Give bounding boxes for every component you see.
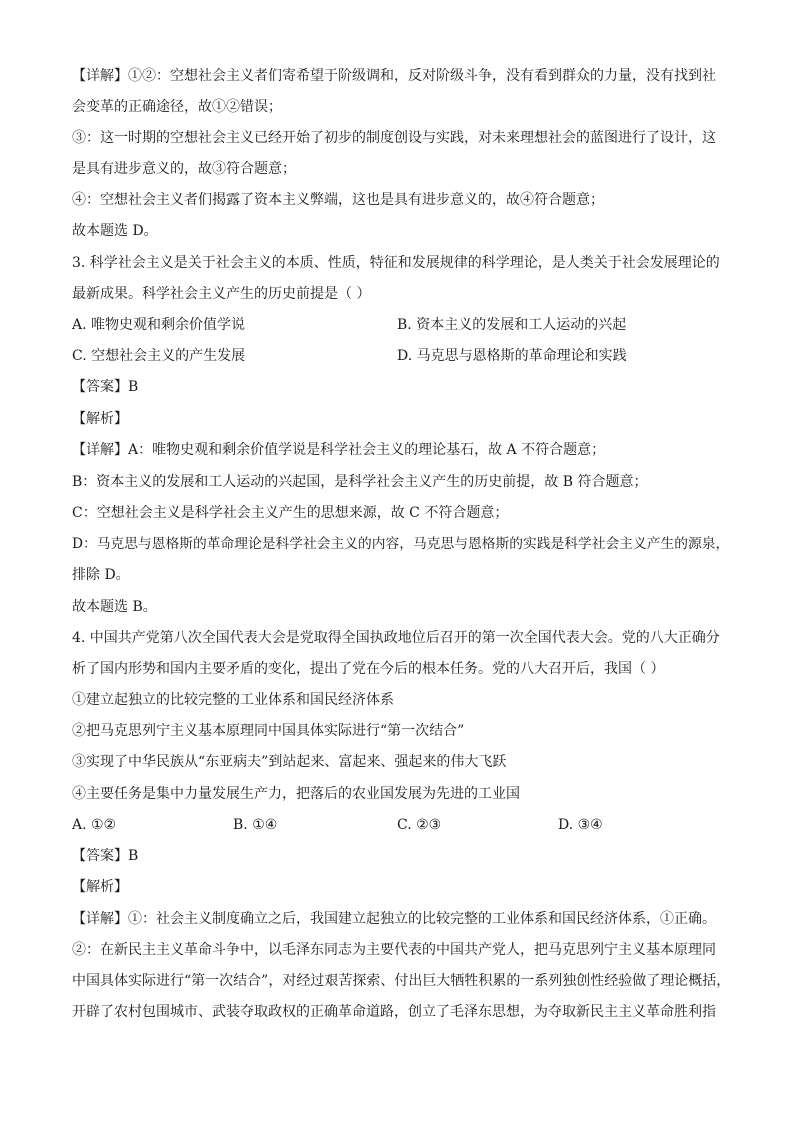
q4-item-1: ①建立起独立的比较完整的工业体系和国民经济体系 — [72, 692, 394, 708]
q3-stem-line-1: 3. 科学社会主义是关于社会主义的本质、性质，特征和发展规律的科学理论，是人类关于社会发展理论的 — [72, 255, 720, 271]
q3-option-a: A. 唯物史观和剩余价值学说 — [72, 317, 246, 333]
q3-option-d: D. 马克思与恩格斯的革命理论和实践 — [397, 348, 627, 364]
q4-detail-line-3: 中国具体实际进行“第一次结合”，对经过艰苦探索、付出巨大牺牲积累的一系列独创性经验做了理论概括， — [72, 973, 731, 989]
q4-answer: 【答案】B — [72, 848, 139, 864]
q3-detail-line-5: 排除 D。 — [72, 567, 130, 583]
explain-line-2: 会变革的正确途径，故①②错误； — [72, 99, 282, 115]
q3-conclusion: 故本题选 B。 — [72, 599, 157, 615]
q4-option-b: B. ①④ — [233, 817, 278, 833]
q4-item-2: ②把马克思列宁主义基本原理同中国具体实际进行“第一次结合” — [72, 723, 465, 739]
q4-stem-line-1: 4. 中国共产党第八次全国代表大会是党取得全国执政地位后召开的第一次全国代表大会。党的八大正确分 — [72, 630, 720, 646]
q3-detail-line-2: B：资本主义的发展和工人运动的兴起国，是科学社会主义产生的历史前提，故 B 符合题意； — [72, 474, 648, 490]
q4-stem-line-2: 析了国内形势和国内主要矛盾的变化，提出了党在今后的根本任务。党的八大召开后，我国（ ） — [72, 661, 665, 677]
q4-item-3: ③实现了中华民族从“东亚病夫”到站起来、富起来、强起来的伟大飞跃 — [72, 754, 507, 770]
q4-option-c: C. ②③ — [397, 817, 442, 833]
q3-option-b: B. 资本主义的发展和工人运动的兴起 — [397, 317, 627, 333]
q4-option-a: A. ①② — [72, 817, 117, 833]
q4-item-4: ④主要任务是集中力量发展生产力，把落后的农业国发展为先进的工业国 — [72, 786, 520, 802]
q3-answer: 【答案】B — [72, 379, 139, 395]
explain-line-3: ③：这一时期的空想社会主义已经开始了初步的制度创设与实践，对未来理想社会的蓝图进行了设计，这 — [72, 130, 716, 146]
explain-line-1: 【详解】①②：空想社会主义者们寄希望于阶级调和，反对阶级斗争，没有看到群众的力量，没有找到社 — [72, 68, 716, 84]
q4-detail-line-1: 【详解】①：社会主义制度确立之后，我国建立起独立的比较完整的工业体系和国民经济体系，①正确。 — [72, 911, 716, 927]
q4-detail-line-4: 开辟了农村包围城市、武装夺取政权的正确革命道路，创立了毛泽东思想，为夺取新民主主义革命胜利指 — [72, 1004, 716, 1020]
q4-detail-line-2: ②：在新民主主义革命斗争中，以毛泽东同志为主要代表的中国共产党人，把马克思列宁主义基本原理同 — [72, 942, 716, 958]
q3-option-c: C. 空想社会主义的产生发展 — [72, 348, 246, 364]
q3-analysis-heading: 【解析】 — [72, 411, 128, 427]
q4-option-d: D. ③④ — [558, 817, 603, 833]
q3-stem-line-2: 最新成果。科学社会主义产生的历史前提是（ ） — [72, 286, 371, 302]
q3-detail-line-4: D：马克思与恩格斯的革命理论是科学社会主义的内容，马克思与恩格斯的实践是科学社会主义产生的源泉， — [72, 536, 730, 552]
explain-line-4: 是具有进步意义的，故③符合题意； — [72, 161, 296, 177]
explain-line-5: ④：空想社会主义者们揭露了资本主义弊端，这也是具有进步意义的，故④符合题意； — [72, 192, 604, 208]
explain-conclusion: 故本题选 D。 — [72, 223, 158, 239]
q4-analysis-heading: 【解析】 — [72, 879, 128, 895]
q3-detail-line-1: 【详解】A：唯物史观和剩余价值学说是科学社会主义的理论基石，故 A 不符合题意； — [72, 442, 606, 458]
q3-detail-line-3: C：空想社会主义是科学社会主义产生的思想来源，故 C 不符合题意； — [72, 505, 509, 521]
